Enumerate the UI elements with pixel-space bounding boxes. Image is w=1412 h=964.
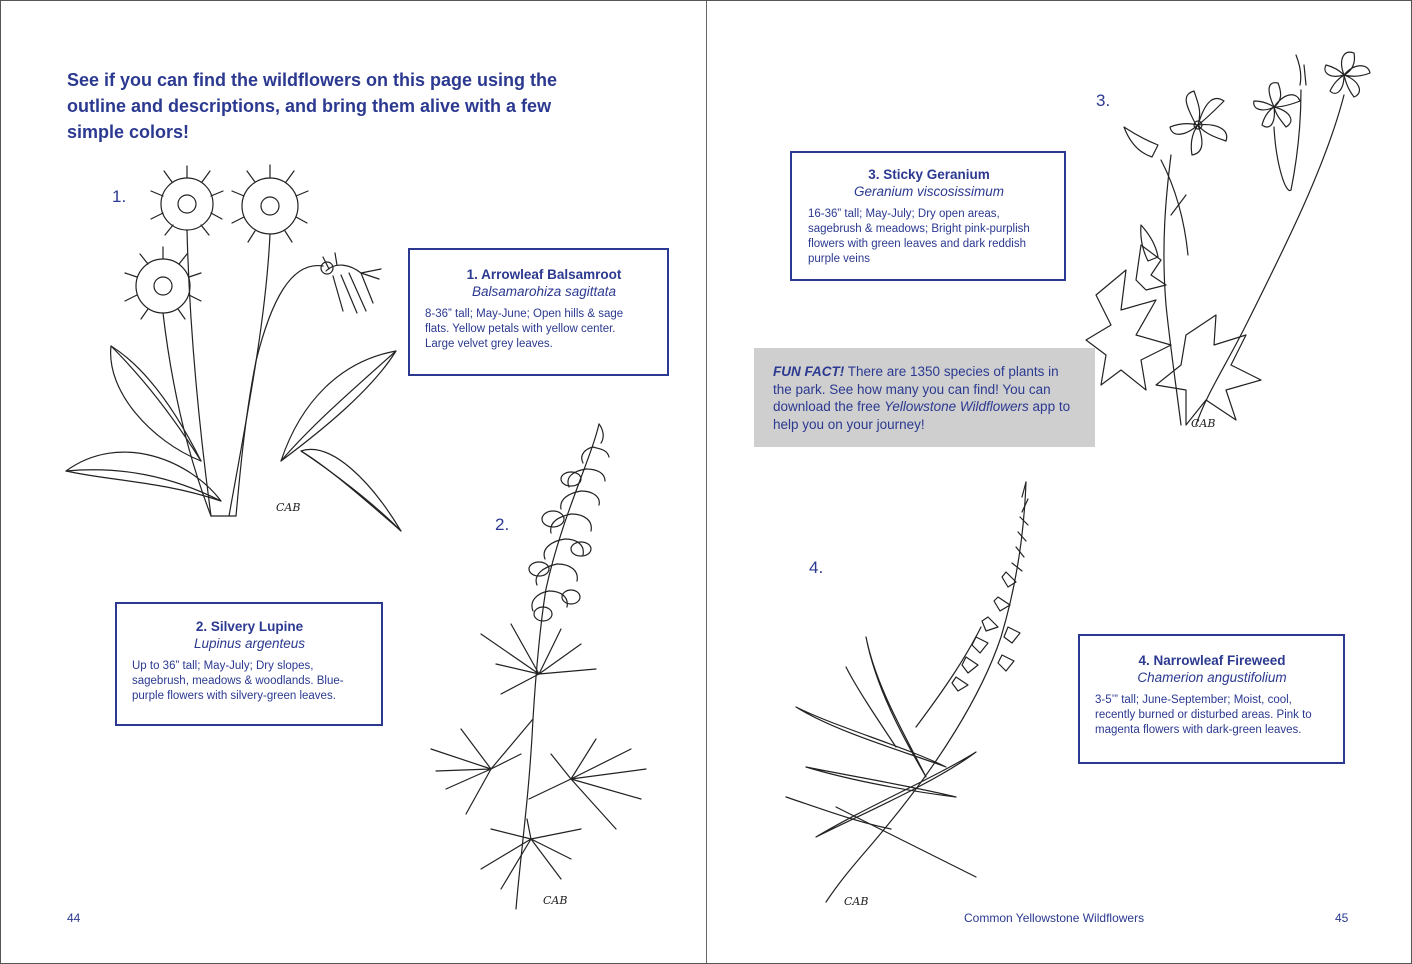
app-name: Yellowstone Wildflowers (884, 399, 1029, 414)
info-box-balsamroot (408, 248, 669, 376)
page-number-left: 44 (67, 911, 81, 925)
geranium-illustration (1086, 45, 1376, 455)
flower-title: 2. Silvery Lupine (195, 619, 304, 634)
illustrator-signature: CAB (276, 501, 301, 514)
scientific-name: Balsamarohiza sagittata (471, 284, 617, 299)
flower-description: 8-36” tall; May-June; Open hills & sage flats. Yellow petals with yellow center. Large velvet grey leaves. (425, 308, 624, 350)
scientific-name: Chamerion angustifolium (1137, 670, 1287, 685)
footer-title: Common Yellowstone Wildflowers (964, 911, 1145, 925)
info-box-fireweed (1078, 634, 1345, 764)
illustrator-signature: CAB (543, 894, 568, 907)
intro-text: See if you can find the wildflowers on this page using the outline and descriptions, and bring them alive with a few simple colors! (67, 70, 558, 142)
page-number-right: 45 (1335, 911, 1349, 925)
flower-description: 3-5’” tall; June-September; Moist, cool, recently burned or disturbed areas. Pink to magenta flowers with dark-green leaves. (1095, 694, 1312, 736)
flower-number-4: 4. (809, 558, 824, 577)
scientific-name: Geranium viscosissimum (853, 184, 1005, 199)
lupine-illustration (421, 419, 651, 914)
flower-number-3: 3. (1096, 91, 1111, 110)
balsamroot-illustration (61, 161, 411, 536)
flower-title: 4. Narrowleaf Fireweed (1138, 653, 1286, 668)
illustrator-signature: CAB (844, 895, 869, 908)
fireweed-illustration (776, 477, 1076, 912)
flower-title: 1. Arrowleaf Balsamroot (466, 267, 622, 282)
info-box-lupine (115, 602, 383, 726)
fun-fact-box: FUN FACT! There are 1350 species of plants in the park. See how many you can find! You can download the free Yellowstone Wildflowers app to help you on your journey! (754, 348, 1095, 447)
illustrator-signature: CAB (1191, 417, 1216, 430)
fun-fact-label: FUN FACT! (773, 364, 845, 379)
flower-number-1: 1. (112, 187, 127, 206)
flower-description: Up to 36” tall; May-July; Dry slopes, sagebrush, meadows & woodlands. Blue- purple flowers with silvery-green leaves. (132, 660, 344, 702)
flower-title: 3. Sticky Geranium (868, 167, 990, 182)
flower-description: 16-36” tall; May-July; Dry open areas, sagebrush & meadows; Bright pink-purplish flowers with green leaves and dark reddish purple veins (808, 208, 1030, 265)
flower-number-2: 2. (495, 515, 510, 534)
info-box-geranium (790, 151, 1066, 281)
scientific-name: Lupinus argenteus (193, 636, 306, 651)
page-gutter (706, 1, 707, 963)
